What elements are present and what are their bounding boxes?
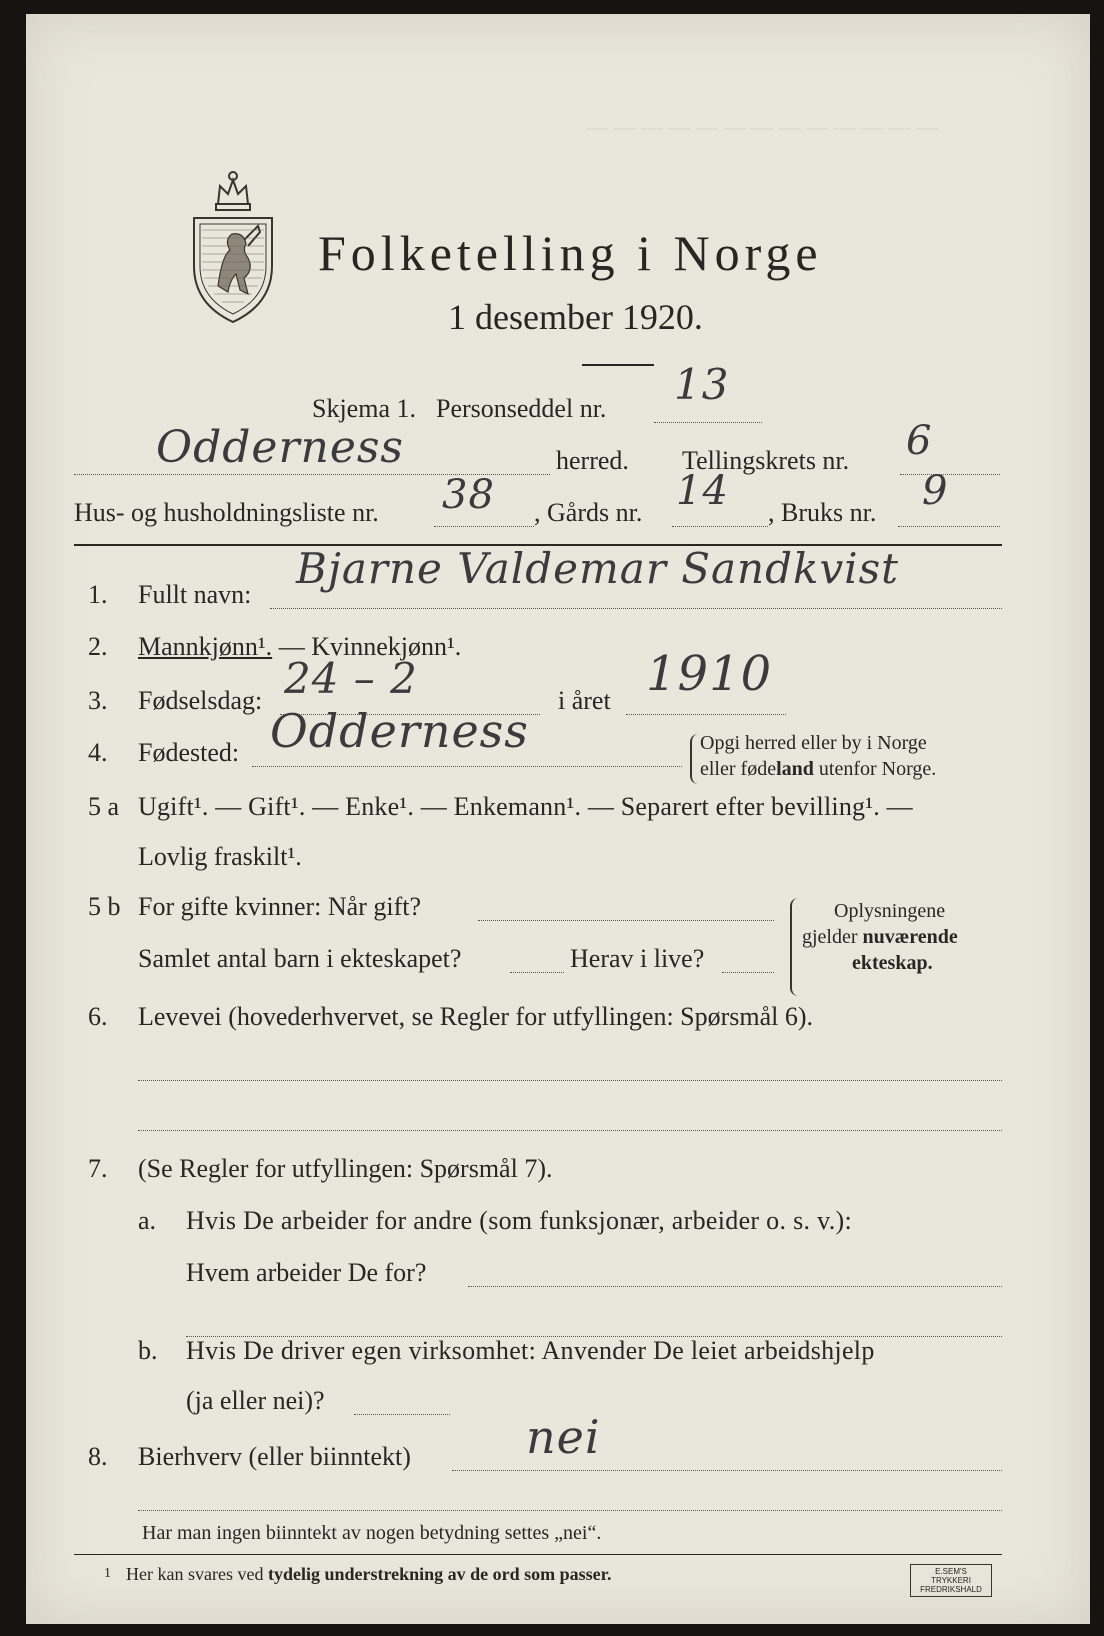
q5a-options[interactable]: Ugift¹. — Gift¹. — Enke¹. — Enkemann¹. — Separert efter bevilling¹. — (138, 792, 913, 821)
personseddel-value[interactable]: 13 (674, 360, 730, 409)
husliste-label: Hus- og husholdningsliste nr. (74, 498, 379, 527)
q1-label: Fullt navn: (138, 580, 252, 609)
footer-note: Har man ingen biinntekt av nogen betydning settes „nei“. (142, 1522, 602, 1544)
q3-year-line (626, 714, 786, 715)
q2-separator: — (272, 632, 312, 661)
q4-number: 4. (88, 738, 108, 767)
q8-text: Bierhverv (eller biinntekt) (138, 1442, 411, 1471)
bruks-line (898, 526, 1000, 527)
q7b-letter: b. (138, 1336, 158, 1365)
q7a-employer-line (468, 1286, 1002, 1287)
q7b-text: Hvis De driver egen virksomhet: Anvender De leiet arbeidshjelp (186, 1336, 875, 1365)
gards-label: , Gårds nr. (534, 498, 643, 527)
bruks-value[interactable]: 9 (922, 468, 949, 514)
q8-value[interactable]: nei (526, 1410, 601, 1464)
q5b-when-line (478, 920, 774, 921)
q3-year-label: i året (558, 686, 611, 715)
q1-value[interactable]: Bjarne Valdemar Sandkvist (296, 544, 900, 593)
q5b-brace (790, 898, 800, 996)
herred-label: herred. (556, 446, 629, 475)
q1-number: 1. (88, 580, 108, 609)
q4-line (252, 766, 682, 767)
husliste-line (434, 526, 534, 527)
q3-label: Fødselsdag: (138, 686, 263, 715)
tellingskrets-label: Tellingskrets nr. (682, 446, 850, 475)
q3-value[interactable]: 24 – 2 (284, 654, 418, 703)
q4-brace (690, 734, 698, 784)
q2-female-option[interactable]: Kvinnekjønn¹. (311, 632, 462, 661)
q7b-helper-label: (ja eller nei)? (186, 1386, 325, 1415)
schema-label: Skjema 1. (312, 394, 416, 423)
footnote-text: Her kan svares ved tydelig understrekning av de ord som passer. (126, 1564, 612, 1584)
gards-value[interactable]: 14 (676, 468, 729, 514)
q7-text: (Se Regler for utfyllingen: Spørsmål 7). (138, 1154, 553, 1183)
tellingskrets-line (900, 474, 1000, 475)
q3-number: 3. (88, 686, 108, 715)
q5b-note-line-1: Oplysningene (834, 900, 946, 922)
footer-divider (74, 1554, 1002, 1555)
page-title: Folketelling i Norge (318, 225, 823, 281)
title-divider (582, 364, 654, 366)
q3-year-value[interactable]: 1910 (646, 646, 773, 702)
q6-line-2 (138, 1130, 1002, 1131)
q7a-letter: a. (138, 1206, 157, 1235)
q5b-note-line-2: gjelder nuværende (802, 926, 958, 948)
coat-of-arms-icon (188, 166, 278, 326)
census-date: 1 desember 1920. (448, 297, 703, 337)
q5a-options-cont[interactable]: Lovlig fraskilt¹. (138, 842, 302, 871)
q6-text: Levevei (hovederhvervet, se Regler for utfyllingen: Spørsmål 6). (138, 1002, 814, 1031)
personseddel-label: Personseddel nr. (436, 394, 607, 423)
bruks-label: , Bruks nr. (768, 498, 877, 527)
q1-line (270, 608, 1002, 609)
q7a-text: Hvis De arbeider for andre (som funksjonær, arbeider o. s. v.): (186, 1206, 852, 1235)
q5b-alive-label: Herav i live? (570, 944, 705, 973)
q4-value[interactable]: Odderness (270, 704, 529, 758)
q5b-children-line (510, 972, 564, 973)
q4-note-line-2: eller fødeland utenfor Norge. (700, 758, 937, 780)
q7a-employer-label: Hvem arbeider De for? (186, 1258, 427, 1287)
husliste-value[interactable]: 38 (442, 472, 495, 518)
footnote-marker: 1 (104, 1566, 111, 1581)
q7b-helper-line (354, 1414, 450, 1415)
q5b-when-married: For gifte kvinner: Når gift? (138, 892, 422, 921)
tellingskrets-value[interactable]: 6 (906, 418, 933, 464)
q2-number: 2. (88, 632, 108, 661)
q4-label: Fødested: (138, 738, 240, 767)
q4-note-line-1: Opgi herred eller by i Norge (700, 732, 927, 754)
q5b-alive-line (722, 972, 774, 973)
personseddel-line (654, 422, 762, 423)
bleed-through: — — — — — — — — — — — — — (586, 114, 938, 139)
herred-value[interactable]: Odderness (156, 422, 405, 473)
q8-number: 8. (88, 1442, 108, 1471)
q5b-number: 5 b (88, 892, 121, 921)
q7-number: 7. (88, 1154, 108, 1183)
printer-stamp: E.SEM'S TRYKKERI FREDRIKSHALD (910, 1564, 992, 1597)
q2-male-option[interactable]: Mannkjønn¹. (138, 632, 273, 661)
gards-line (672, 526, 768, 527)
q6-number: 6. (88, 1002, 108, 1031)
q8-line-2 (138, 1510, 1002, 1511)
census-form-page (26, 14, 1090, 1624)
q8-line (452, 1470, 1002, 1471)
q5a-number: 5 a (88, 792, 120, 821)
q5b-note-line-3: ekteskap. (852, 952, 933, 974)
q6-line-1 (138, 1080, 1002, 1081)
q5b-children-label: Samlet antal barn i ekteskapet? (138, 944, 462, 973)
